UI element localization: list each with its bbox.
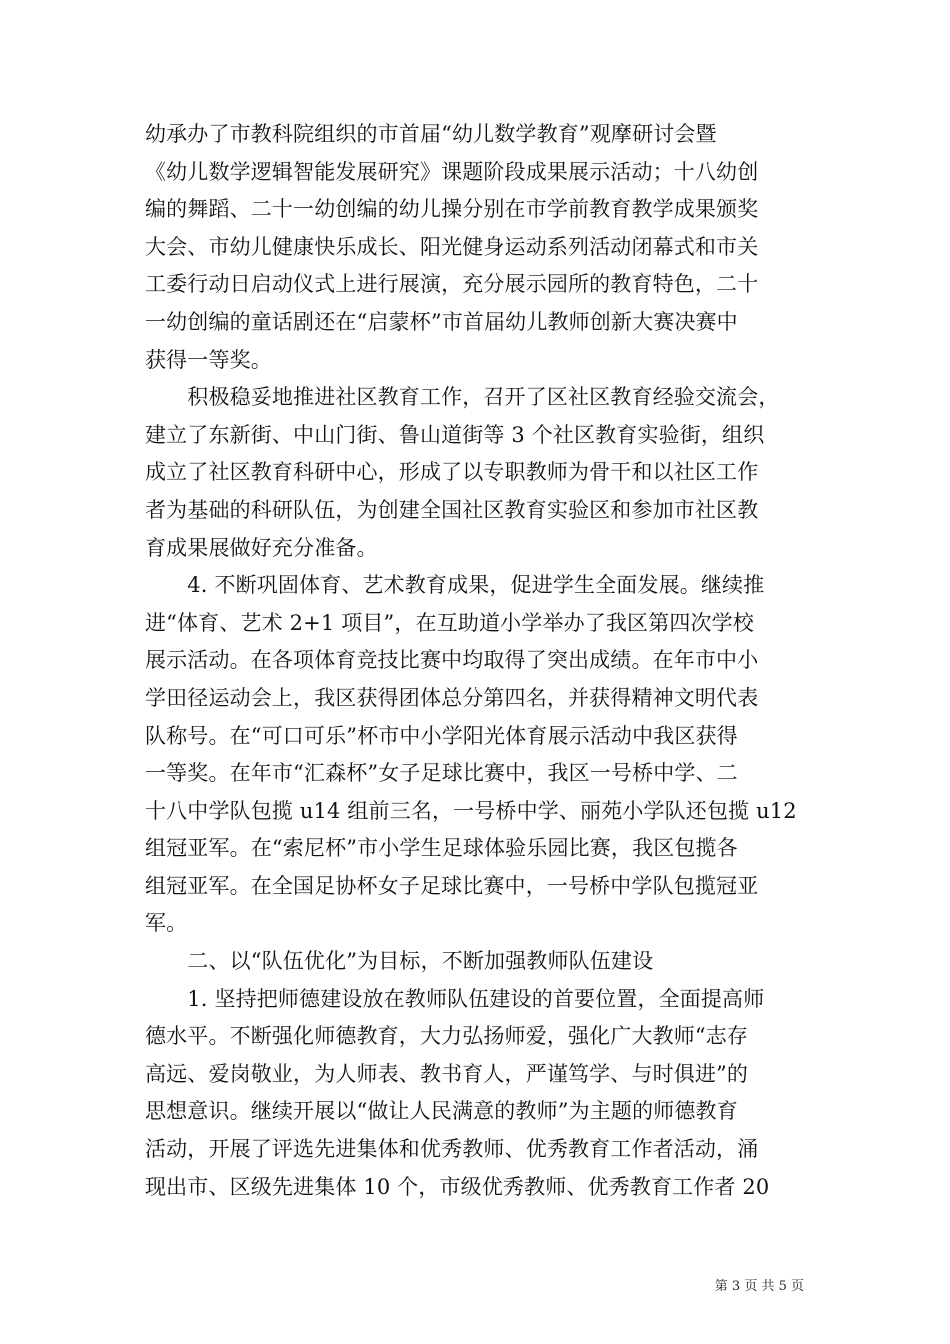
text-line: 工委行动日启动仪式上进行展演，充分展示园所的教育特色，二十 — [145, 272, 759, 297]
text-line: 者为基础的科研队伍，为创建全国社区教育实验区和参加市社区教 — [145, 497, 759, 522]
text-line: 编的舞蹈、二十一幼创编的幼儿操分别在市学前教育教学成果颁奖 — [145, 197, 759, 222]
text-line: 现出市、区级先进集体 10 个，市级优秀教师、优秀教育工作者 20 — [145, 1174, 770, 1199]
document-body — [145, 116, 815, 1206]
text-line: 4. 不断巩固体育、艺术教育成果，促进学生全面发展。继续推 — [145, 573, 765, 598]
text-line: 军。 — [145, 911, 188, 936]
text-line: 积极稳妥地推进社区教育工作，召开了区社区教育经验交流会， — [145, 385, 780, 410]
text-line: 建立了东新街、中山门街、鲁山道街等 3 个社区教育实验街，组织 — [145, 422, 765, 447]
text-line: 活动，开展了评选先进集体和优秀教师、优秀教育工作者活动，涌 — [145, 1137, 759, 1162]
text-line: 十八中学队包揽 u14 组前三名，一号桥中学、丽苑小学队还包揽 u12 — [145, 798, 797, 823]
text-line: 队称号。在“可口可乐”杯市中小学阳光体育展示活动中我区获得 — [145, 723, 738, 748]
text-line: 学田径运动会上，我区获得团体总分第四名，并获得精神文明代表 — [145, 685, 759, 710]
text-line: 进“体育、艺术 2+1 项目”，在互助道小学举办了我区第四次学校 — [145, 610, 754, 635]
text-line: 一等奖。在年市“汇森杯”女子足球比赛中，我区一号桥中学、二 — [145, 761, 738, 786]
text-line: 高远、爱岗敬业，为人师表、教书育人，严谨笃学、与时俱进”的 — [145, 1061, 749, 1086]
text-line: 获得一等奖。 — [145, 347, 272, 372]
text-line: 1. 坚持把师德建设放在教师队伍建设的首要位置，全面提高师 — [145, 986, 765, 1011]
text-line: 思想意识。继续开展以“做让人民满意的教师”为主题的师德教育 — [145, 1099, 738, 1124]
text-line: 大会、市幼儿健康快乐成长、阳光健身运动系列活动闭幕式和市关 — [145, 234, 759, 259]
text-line: 组冠亚军。在“索尼杯”市小学生足球体验乐园比赛，我区包揽各 — [145, 836, 738, 861]
text-line: 育成果展做好充分准备。 — [145, 535, 378, 560]
page-number-footer: 第 3 页 共 5 页 — [714, 1279, 804, 1294]
text-line: 《幼儿数学逻辑智能发展研究》课题阶段成果展示活动；十八幼创 — [145, 159, 759, 184]
text-line: 成立了社区教育科研中心，形成了以专职教师为骨干和以社区工作 — [145, 460, 759, 485]
text-line: 组冠亚军。在全国足协杯女子足球比赛中，一号桥中学队包揽冠亚 — [145, 873, 759, 898]
text-line: 展示活动。在各项体育竞技比赛中均取得了突出成绩。在年市中小 — [145, 648, 759, 673]
text-line: 一幼创编的童话剧还在“启蒙杯”市首届幼儿教师创新大赛决赛中 — [145, 309, 738, 334]
text-line: 二、以“队伍优化”为目标，不断加强教师队伍建设 — [145, 949, 654, 974]
text-line: 幼承办了市教科院组织的市首届“幼儿数学教育”观摩研讨会暨 — [145, 122, 717, 146]
text-line: 德水平。不断强化师德教育，大力弘扬师爱，强化广大教师“志存 — [145, 1024, 749, 1049]
